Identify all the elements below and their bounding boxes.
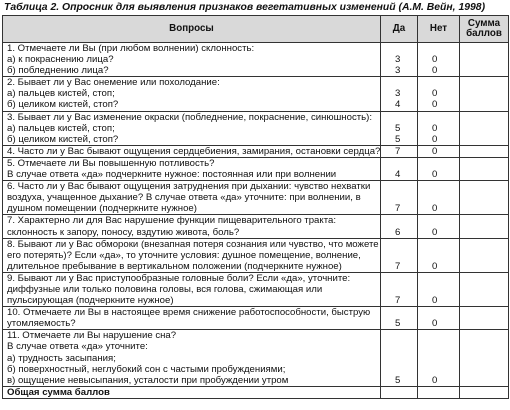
no-score-line	[432, 341, 459, 352]
yes-score-line	[395, 364, 417, 375]
yes-score-line: 3	[395, 88, 401, 100]
yes-score	[381, 307, 418, 330]
question-row	[3, 145, 509, 157]
yes-score-line: 7	[395, 203, 401, 215]
no-score	[418, 111, 460, 145]
question-text-line: в) ощущение невысыпания, усталости при пробуждении утром	[7, 374, 289, 386]
sum-cell	[460, 181, 509, 215]
no-score-line: 0	[432, 226, 438, 238]
table-body	[3, 43, 509, 387]
sum-cell	[460, 77, 509, 111]
sum-cell	[460, 43, 509, 77]
no-score-line: 0	[432, 145, 438, 157]
no-score-line: 0	[432, 88, 438, 100]
yes-score-line	[395, 341, 417, 352]
no-score	[418, 77, 460, 111]
no-score-line	[432, 364, 459, 375]
question-text-line: 4. Часто ли у Вас бывают ощущения сердцебиения, замирания, остановки сердца?	[7, 145, 381, 157]
question-text-line: б) целиком кистей, стоп?	[7, 133, 119, 145]
question-text-line: 6. Часто ли у Вас бывают ощущения затруднения при дыхании: чувство нехватки	[7, 181, 371, 193]
yes-score	[381, 157, 418, 180]
yes-score	[381, 43, 418, 77]
yes-score-line: 3	[395, 65, 401, 77]
question-row	[3, 43, 509, 77]
no-score	[418, 215, 460, 238]
question-text-line: 3. Бывает ли у Вас изменение окраски (побледнение, покраснение, синюшность):	[7, 111, 372, 123]
question-text-line: б) целиком кистей, стоп?	[7, 99, 119, 111]
no-score-line: 0	[432, 99, 438, 111]
question-text-line: В случае ответа «да» уточните:	[7, 341, 148, 353]
no-score-line: 0	[432, 295, 438, 307]
no-score-line: 0	[432, 203, 438, 215]
yes-score-line: 7	[395, 260, 401, 272]
question-text-line: душном помещении (подчеркните нужное)	[7, 203, 197, 215]
yes-score-line: 6	[395, 226, 401, 238]
no-score-line	[432, 192, 459, 203]
yes-score-line	[395, 307, 417, 318]
sum-cell	[460, 145, 509, 157]
question-text-line: а) пальцев кистей, стоп;	[7, 122, 115, 134]
no-score	[418, 43, 460, 77]
no-score	[418, 181, 460, 215]
question-row	[3, 157, 509, 180]
no-score-line: 0	[432, 65, 438, 77]
question-text-line: 2. Бывает ли у Вас онемение или похолодание:	[7, 77, 220, 89]
question-text-line: а) трудность засыпания;	[7, 352, 116, 364]
question-text-line: 5. Отмечаете ли Вы повышенную потливость?	[7, 157, 215, 169]
yes-score-line: 5	[395, 318, 401, 330]
yes-score-line: 4	[395, 99, 401, 111]
question-text-line: 10. Отмечаете ли Вы в настоящее время снижение работоспособности, быструю	[7, 307, 371, 319]
questionnaire-table	[2, 15, 509, 399]
question-text	[3, 43, 381, 77]
question-text-line: пульсирующая (подчеркните нужное)	[7, 295, 174, 307]
total-label: Общая сумма баллов	[3, 386, 381, 398]
yes-score-line: 7	[395, 145, 401, 157]
no-score	[418, 238, 460, 272]
yes-score	[381, 238, 418, 272]
yes-score-line: 4	[395, 169, 401, 181]
no-score-line	[432, 181, 459, 192]
yes-score-line: 3	[395, 54, 401, 66]
question-row	[3, 307, 509, 330]
no-score	[418, 157, 460, 180]
question-text	[3, 215, 381, 238]
no-score-line: 0	[432, 318, 438, 330]
question-text-line: 7. Характерно ли для Вас нарушение функции пищеварительного тракта:	[7, 215, 336, 227]
no-score-line	[432, 273, 459, 284]
yes-score-line: 5	[395, 122, 401, 134]
no-score-line	[432, 307, 459, 318]
question-text-line: длительное пребывание в вертикальном положении (подчеркните нужное)	[7, 260, 342, 272]
question-text	[3, 307, 381, 330]
question-text-line: склонность к запору, поносу, вздутию живота, боль?	[7, 226, 240, 238]
sum-cell	[460, 272, 509, 306]
no-score-line	[432, 284, 459, 295]
yes-score	[381, 145, 418, 157]
yes-score-line	[395, 112, 417, 123]
sum-cell	[460, 215, 509, 238]
total-no-cell	[418, 386, 460, 398]
yes-score-line	[395, 250, 417, 261]
no-score-line: 0	[432, 54, 438, 66]
question-text	[3, 330, 381, 386]
question-text-line: 8. Бывают ли у Вас обмороки (внезапная потеря сознания или чувство, что можете	[7, 238, 379, 250]
sum-cell	[460, 157, 509, 180]
question-text-line: 9. Бывают ли у Вас приступообразные головные боли? Если «да», уточните:	[7, 272, 351, 284]
yes-score-line	[395, 181, 417, 192]
question-text	[3, 238, 381, 272]
yes-score	[381, 77, 418, 111]
yes-score-line	[395, 284, 417, 295]
yes-score	[381, 111, 418, 145]
question-text-line: а) пальцев кистей, стоп;	[7, 88, 115, 100]
no-score-line	[432, 43, 459, 54]
yes-score	[381, 215, 418, 238]
question-text-line: утомляемость?	[7, 318, 76, 330]
yes-score-line	[395, 158, 417, 169]
yes-score-line	[395, 43, 417, 54]
header-yes: Да	[381, 16, 418, 43]
question-text	[3, 157, 381, 180]
question-row	[3, 77, 509, 111]
sum-cell	[460, 238, 509, 272]
question-text-line: В случае ответа «да» подчеркните нужное: постоянная или при волнении	[7, 169, 337, 181]
yes-score-line	[395, 215, 417, 226]
question-row	[3, 330, 509, 386]
question-row	[3, 215, 509, 238]
question-text	[3, 181, 381, 215]
question-text-line: воздуха, учащенное дыхание? В случае ответа «да» уточните: при волнении, в	[7, 192, 361, 204]
header-row	[3, 16, 509, 43]
question-text-line: б) поверхностный, неглубокий сон с частыми пробуждениями;	[7, 363, 286, 375]
total-sum-cell	[460, 386, 509, 398]
no-score	[418, 272, 460, 306]
question-text	[3, 77, 381, 111]
question-text-line: а) к покраснению лица?	[7, 54, 114, 66]
no-score-line: 0	[432, 374, 438, 386]
no-score	[418, 145, 460, 157]
no-score-line	[432, 353, 459, 364]
no-score-line: 0	[432, 133, 438, 145]
question-text	[3, 272, 381, 306]
question-text	[3, 145, 381, 157]
question-row	[3, 111, 509, 145]
sum-cell	[460, 111, 509, 145]
yes-score-line	[395, 330, 417, 341]
no-score-line	[432, 215, 459, 226]
no-score-line: 0	[432, 260, 438, 272]
question-text	[3, 111, 381, 145]
yes-score	[381, 181, 418, 215]
no-score	[418, 307, 460, 330]
question-text-line: 1. Отмечаете ли Вы (при любом волнении) склонность:	[7, 43, 255, 54]
yes-score	[381, 330, 418, 386]
question-row	[3, 272, 509, 306]
no-score-line	[432, 158, 459, 169]
no-score-line: 0	[432, 122, 438, 134]
question-row	[3, 181, 509, 215]
yes-score-line	[395, 77, 417, 88]
yes-score-line	[395, 353, 417, 364]
total-yes-cell	[381, 386, 418, 398]
yes-score-line	[395, 192, 417, 203]
no-score-line	[432, 239, 459, 250]
no-score	[418, 330, 460, 386]
question-text-line: 11. Отмечаете ли Вы нарушение сна?	[7, 330, 177, 342]
yes-score-line: 5	[395, 374, 401, 386]
question-text-line: его потерять)? Если «да», то уточните условия: душное помещение, волнение,	[7, 249, 361, 261]
question-text-line: диффузные или только половина головы, вся голова, сжимающая или	[7, 283, 323, 295]
sum-cell	[460, 330, 509, 386]
no-score-line	[432, 330, 459, 341]
yes-score-line: 5	[395, 133, 401, 145]
no-score-line	[432, 77, 459, 88]
header-no: Нет	[418, 16, 460, 43]
yes-score-line	[395, 273, 417, 284]
yes-score	[381, 272, 418, 306]
no-score-line: 0	[432, 169, 438, 181]
table-title: Таблица 2. Опросник для выявления признаков вегетативных изменений (А.М. Вейн, 1998)	[4, 2, 486, 13]
header-sum: Сумма баллов	[460, 16, 509, 43]
question-row	[3, 238, 509, 272]
header-questions: Вопросы	[3, 16, 381, 43]
no-score-line	[432, 250, 459, 261]
sum-cell	[460, 307, 509, 330]
yes-score-line: 7	[395, 295, 401, 307]
question-text-line: б) побледнению лица?	[7, 65, 109, 77]
total-row	[3, 386, 509, 398]
no-score-line	[432, 112, 459, 123]
yes-score-line	[395, 239, 417, 250]
